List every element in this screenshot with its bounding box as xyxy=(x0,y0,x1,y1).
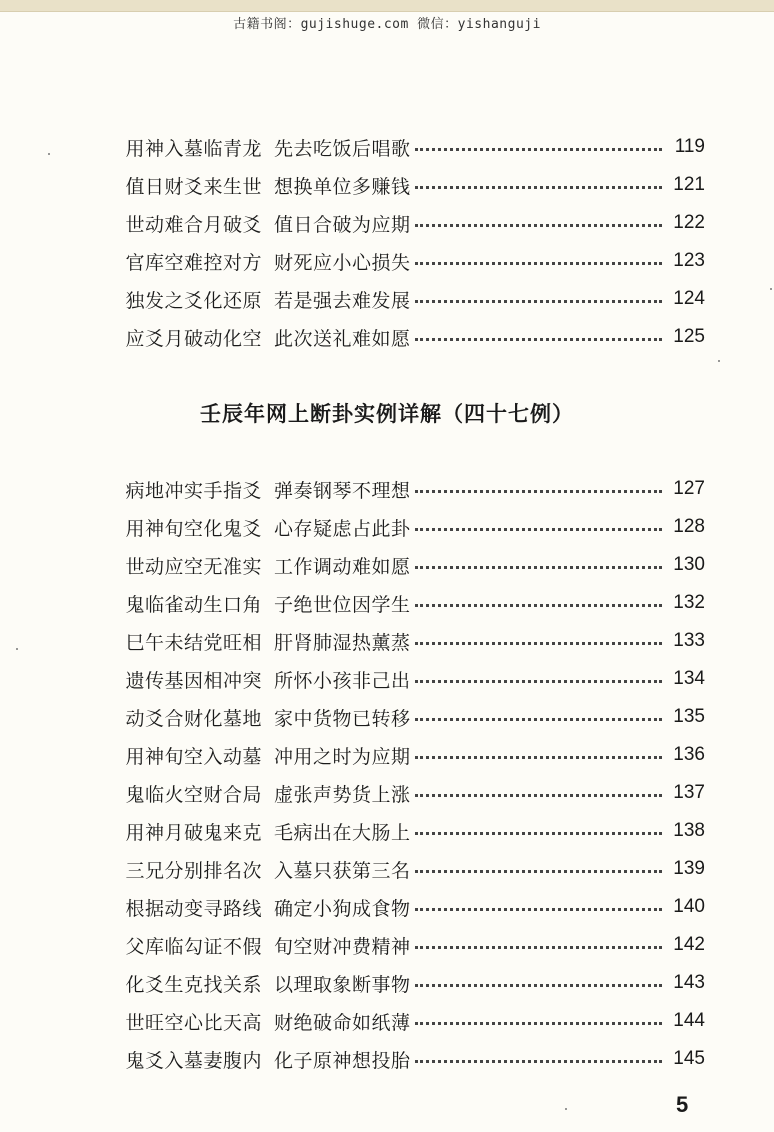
toc-entry-page-number: 142 xyxy=(673,934,705,955)
toc-entry-page-number: 122 xyxy=(673,212,705,233)
dot-leader xyxy=(415,908,662,911)
toc-entry-title-second: 毛病出在大肠上 xyxy=(274,821,411,844)
dot-leader xyxy=(415,566,662,569)
toc-entry-title-first: 动爻合财化墓地 xyxy=(125,707,262,730)
toc-entry-page-number: 119 xyxy=(674,136,705,157)
toc-entry-title-first: 世旺空心比天高 xyxy=(125,1011,262,1034)
toc-entry-title-second: 所怀小孩非己出 xyxy=(274,669,411,692)
toc-entry xyxy=(100,128,705,166)
toc-entry-title-first: 化爻生克找关系 xyxy=(125,973,262,996)
toc-entry-page-number: 134 xyxy=(673,668,705,689)
toc-entry-title-second: 值日合破为应期 xyxy=(274,213,411,236)
toc-entry-page-number: 143 xyxy=(673,972,705,993)
scan-speck xyxy=(718,360,720,362)
toc-entry xyxy=(100,622,705,660)
toc-entry-title-second: 财绝破命如纸薄 xyxy=(274,1011,411,1034)
toc-entry-page-number: 123 xyxy=(673,250,705,271)
toc-entry-title-second: 肝肾肺湿热薰蒸 xyxy=(274,631,411,654)
dot-leader xyxy=(415,262,662,265)
toc-entry xyxy=(100,470,705,508)
toc-entry-title-second: 入墓只获第三名 xyxy=(274,859,411,882)
toc-entry-title-second: 确定小狗成食物 xyxy=(274,897,411,920)
toc-entry-page-number: 144 xyxy=(673,1010,705,1031)
toc-entry-title-second: 财死应小心损失 xyxy=(274,251,411,274)
toc-entry-title-first: 用神月破鬼来克 xyxy=(125,821,262,844)
toc-entry-title-first: 世动难合月破爻 xyxy=(125,213,262,236)
toc-entry xyxy=(100,774,705,812)
dot-leader xyxy=(415,1060,662,1063)
toc-entry-title-first: 父库临勾证不假 xyxy=(125,935,262,958)
toc-entry-page-number: 139 xyxy=(673,858,705,879)
toc-entry-page-number: 127 xyxy=(673,478,705,499)
dot-leader xyxy=(415,946,662,949)
toc-entry xyxy=(100,698,705,736)
toc-entry xyxy=(100,926,705,964)
toc-entry-page-number: 140 xyxy=(673,896,705,917)
toc-entry-title-second: 想换单位多赚钱 xyxy=(274,175,411,198)
toc-entry-title-first: 应爻月破动化空 xyxy=(125,327,262,350)
toc-entry-page-number: 132 xyxy=(673,592,705,613)
toc-entry-page-number: 137 xyxy=(673,782,705,803)
dot-leader xyxy=(415,718,662,721)
toc-entry xyxy=(100,964,705,1002)
scan-speck xyxy=(770,288,772,290)
toc-list-part1 xyxy=(100,128,705,356)
toc-entry-title-first: 用神旬空入动墓 xyxy=(125,745,262,768)
toc-entry xyxy=(100,546,705,584)
toc-entry-page-number: 133 xyxy=(673,630,705,651)
toc-entry-title-second: 工作调动难如愿 xyxy=(274,555,411,578)
toc-entry-title-second: 若是强去难发展 xyxy=(274,289,411,312)
section-title: 壬辰年网上断卦实例详解（四十七例） xyxy=(200,402,574,426)
toc-entry-title-second: 先去吃饭后唱歌 xyxy=(274,137,411,160)
page-number: 5 xyxy=(676,1092,689,1117)
toc-entry-title-second: 此次送礼难如愿 xyxy=(274,327,411,350)
toc-entry-title-first: 用神入墓临青龙 xyxy=(125,137,262,160)
watermark-header: 古籍书阁：gujishuge.com 微信：yishanguji xyxy=(233,17,541,32)
dot-leader xyxy=(415,186,662,189)
toc-entry-title-first: 巳午未结党旺相 xyxy=(125,631,262,654)
dot-leader xyxy=(415,984,662,987)
toc-entry-title-second: 化子原神想投胎 xyxy=(274,1049,411,1072)
toc-entry-title-first: 鬼爻入墓妻腹内 xyxy=(125,1049,262,1072)
toc-entry xyxy=(100,660,705,698)
dot-leader xyxy=(415,300,662,303)
dot-leader xyxy=(415,870,662,873)
toc-entry-page-number: 138 xyxy=(673,820,705,841)
toc-entry xyxy=(100,584,705,622)
toc-entry-page-number: 135 xyxy=(673,706,705,727)
scan-speck xyxy=(48,153,50,155)
toc-entry-page-number: 125 xyxy=(673,326,705,347)
toc-entry-title-second: 冲用之时为应期 xyxy=(274,745,411,768)
toc-entry-title-first: 根据动变寻路线 xyxy=(125,897,262,920)
dot-leader xyxy=(415,794,662,797)
toc-entry-title-second: 弹奏钢琴不理想 xyxy=(274,479,411,502)
toc-entry-title-second: 以理取象断事物 xyxy=(274,973,411,996)
toc-entry-page-number: 121 xyxy=(673,174,705,195)
scan-speck xyxy=(16,648,18,650)
toc-entry-page-number: 130 xyxy=(673,554,705,575)
toc-entry xyxy=(100,242,705,280)
toc-entry-title-first: 病地冲实手指爻 xyxy=(125,479,262,502)
toc-entry-title-second: 心存疑虑占此卦 xyxy=(274,517,411,540)
dot-leader xyxy=(415,338,662,341)
dot-leader xyxy=(415,1022,662,1025)
toc-list-part2 xyxy=(100,470,705,1078)
toc-entry-title-first: 官库空难控对方 xyxy=(125,251,262,274)
toc-entry-title-first: 遗传基因相冲突 xyxy=(125,669,262,692)
toc-entry-title-first: 用神旬空化鬼爻 xyxy=(125,517,262,540)
toc-entry-title-second: 子绝世位因学生 xyxy=(274,593,411,616)
toc-entry xyxy=(100,736,705,774)
toc-entry xyxy=(100,508,705,546)
dot-leader xyxy=(415,490,662,493)
dot-leader xyxy=(415,604,662,607)
toc-entry-page-number: 145 xyxy=(673,1048,705,1069)
toc-entry-title-first: 三兄分别排名次 xyxy=(125,859,262,882)
top-border-band xyxy=(0,0,774,12)
toc-entry-title-first: 鬼临雀动生口角 xyxy=(125,593,262,616)
dot-leader xyxy=(415,756,662,759)
dot-leader xyxy=(415,642,662,645)
dot-leader xyxy=(415,832,662,835)
toc-entry xyxy=(100,850,705,888)
toc-entry-title-second: 虚张声势货上涨 xyxy=(274,783,411,806)
toc-entry xyxy=(100,812,705,850)
toc-entry-title-first: 值日财爻来生世 xyxy=(125,175,262,198)
toc-entry-title-second: 旬空财冲费精神 xyxy=(274,935,411,958)
toc-entry xyxy=(100,204,705,242)
toc-entry-title-second: 家中货物已转移 xyxy=(274,707,411,730)
toc-entry-page-number: 124 xyxy=(673,288,705,309)
toc-entry xyxy=(100,280,705,318)
toc-entry-title-first: 鬼临火空财合局 xyxy=(125,783,262,806)
toc-entry xyxy=(100,166,705,204)
toc-entry-page-number: 136 xyxy=(673,744,705,765)
toc-entry xyxy=(100,318,705,356)
toc-entry-title-first: 独发之爻化还原 xyxy=(125,289,262,312)
dot-leader xyxy=(415,680,662,683)
scan-speck xyxy=(565,1108,567,1110)
dot-leader xyxy=(415,528,662,531)
toc-entry xyxy=(100,1002,705,1040)
toc-entry xyxy=(100,888,705,926)
dot-leader xyxy=(415,148,662,151)
toc-entry xyxy=(100,1040,705,1078)
toc-entry-title-first: 世动应空无准实 xyxy=(125,555,262,578)
dot-leader xyxy=(415,224,662,227)
toc-entry-page-number: 128 xyxy=(673,516,705,537)
